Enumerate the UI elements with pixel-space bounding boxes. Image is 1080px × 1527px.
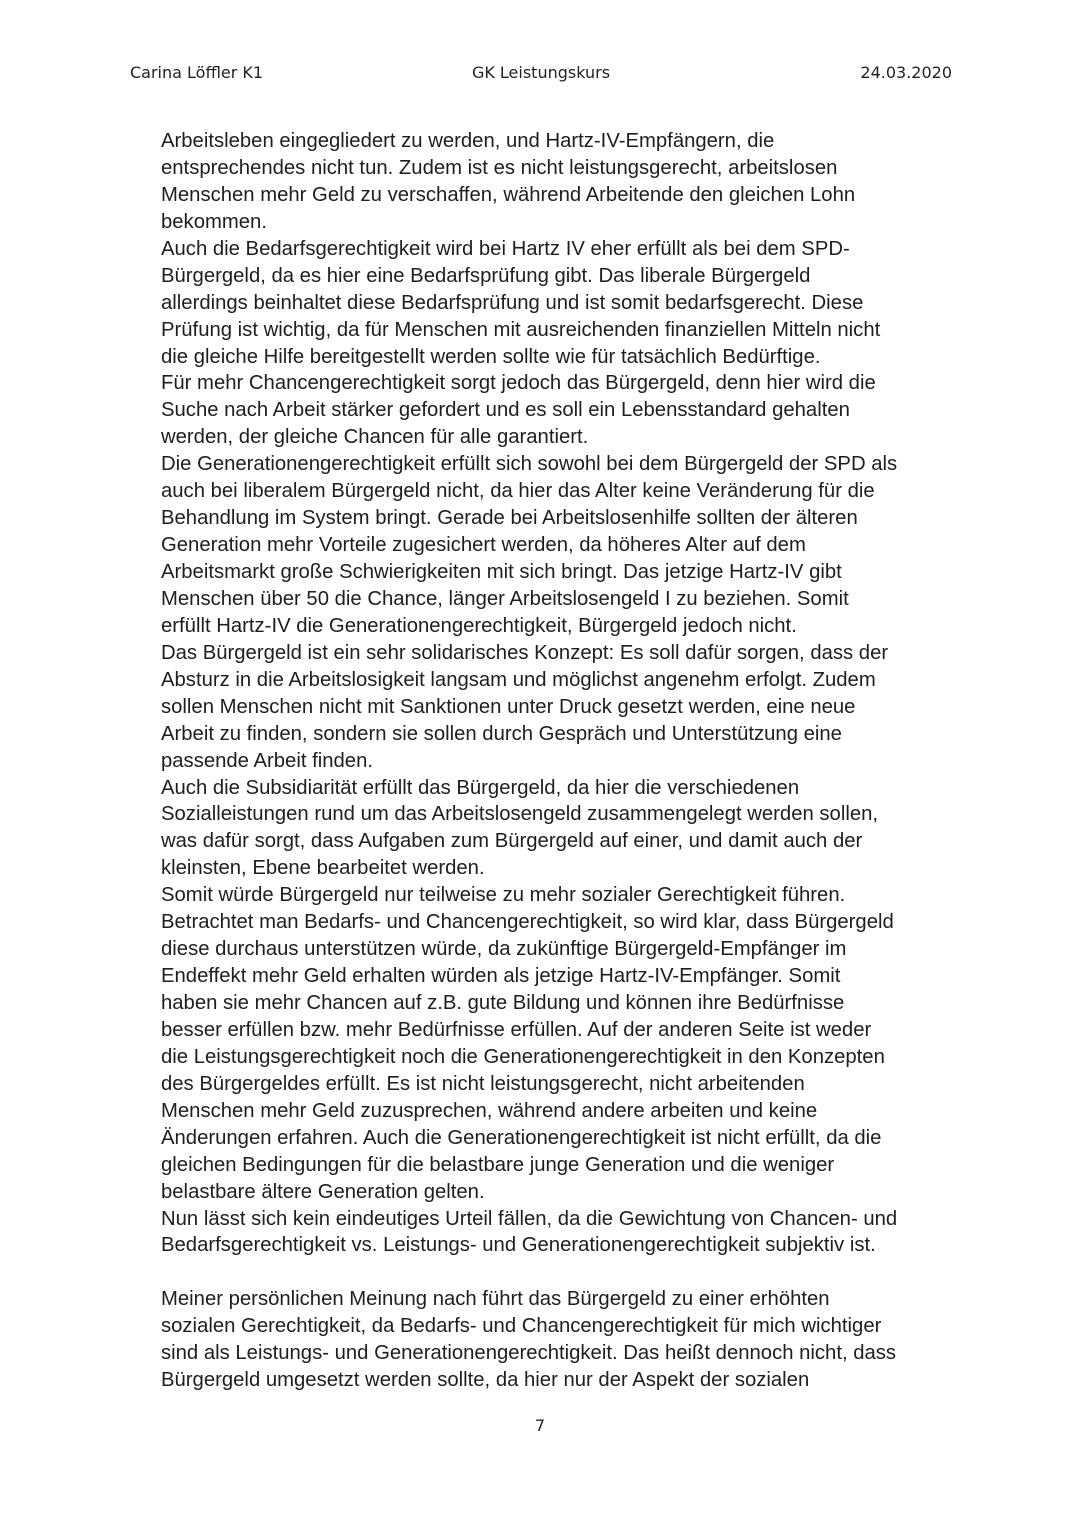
text-line: Das Bürgergeld ist ein sehr solidarisches Konzept: Es soll dafür sorgen, dass der	[161, 641, 889, 664]
text-line: Für mehr Chancengerechtigkeit sorgt jedoch das Bürgergeld, denn hier wird die	[161, 372, 876, 395]
text-line: Arbeitsmarkt große Schwierigkeiten mit sich bringt. Das jetzige Hartz-IV gibt	[161, 561, 842, 583]
text-line: Auch die Bedarfsgerechtigkeit wird bei Hartz IV eher erfüllt als bei dem SPD-	[161, 237, 850, 260]
text-line: entsprechendes nicht tun. Zudem ist es nicht leistungsgerecht, arbeitslosen	[161, 156, 838, 179]
text-line: werden, der gleiche Chancen für alle garantiert.	[161, 426, 589, 449]
text-line: Sozialleistungen rund um das Arbeitslosengeld zusammengelegt werden sollen,	[161, 803, 879, 826]
text-line: Generation mehr Vorteile zugesichert werden, da höheres Alter auf dem	[161, 534, 806, 557]
text-line: diese durchaus unterstützen würde, da zukünftige Bürgergeld-Empfänger im	[161, 938, 847, 961]
text-line: Behandlung im System bringt. Gerade bei Arbeitslosenhilfe sollten der älteren	[161, 507, 858, 530]
text-line	[161, 1259, 961, 1286]
text-line: belastbare ältere Generation gelten.	[161, 1180, 485, 1203]
text-line: haben sie mehr Chancen auf z.B. gute Bildung und können ihre Bedürfnisse	[161, 992, 845, 1014]
text-line: Menschen über 50 die Chance, länger Arbeitslosengeld I zu beziehen. Somit	[161, 587, 849, 610]
text-line: Nun lässt sich kein eindeutiges Urteil fällen, da die Gewichtung von Chancen- und	[161, 1207, 898, 1230]
text-line: die Leistungsgerechtigkeit noch die Generationengerechtigkeit in den Konzepten	[161, 1045, 885, 1068]
text-line: allerdings beinhaltet diese Bedarfsprüfung und ist somit bedarfsgerecht. Diese	[161, 291, 864, 314]
text-line: Somit würde Bürgergeld nur teilweise zu mehr sozialer Gerechtigkeit führen.	[161, 884, 846, 907]
text-line: Bürgergeld, da es hier eine Bedarfsprüfung gibt. Das liberale Bürgergeld	[161, 264, 811, 287]
text-line: Arbeit zu finden, sondern sie sollen durch Gespräch und Unterstützung eine	[161, 722, 842, 745]
text-line: was dafür sorgt, dass Aufgaben zum Bürgergeld auf einer, und damit auch der	[161, 830, 863, 853]
text-line: bekommen.	[161, 210, 267, 233]
text-line: die gleiche Hilfe bereitgestellt werden sollte wie für tatsächlich Bedürftige.	[161, 345, 821, 368]
text-line: passende Arbeit finden.	[161, 749, 373, 772]
text-line: Suche nach Arbeit stärker gefordert und es soll ein Lebensstandard gehalten	[161, 399, 850, 422]
text-line: Meiner persönlichen Meinung nach führt das Bürgergeld zu einer erhöhten	[161, 1288, 830, 1311]
text-line: Arbeitsleben eingegliedert zu werden, und Hartz-IV-Empfängern, die	[161, 130, 775, 152]
text-line: Endeffekt mehr Geld erhalten würden als jetzige Hartz-IV-Empfänger. Somit	[161, 965, 841, 988]
text-line: sollen Menschen nicht mit Sanktionen unter Druck gesetzt werden, eine neue	[161, 695, 856, 718]
header-date: 24.03.2020	[860, 63, 952, 82]
header-author: Carina Löffler K1	[130, 63, 264, 82]
text-line: kleinsten, Ebene bearbeitet werden.	[161, 857, 485, 880]
text-line: Änderungen erfahren. Auch die Generationengerechtigkeit ist nicht erfüllt, da die	[161, 1126, 882, 1149]
text-line: des Bürgergeldes erfüllt. Es ist nicht leistungsgerecht, nicht arbeitenden	[161, 1072, 805, 1095]
text-line: Die Generationengerechtigkeit erfüllt sich sowohl bei dem Bürgergeld der SPD als	[161, 453, 898, 476]
text-line: Menschen mehr Geld zuzusprechen, während andere arbeiten und keine	[161, 1099, 818, 1122]
text-line: Menschen mehr Geld zu verschaffen, während Arbeitende den gleichen Lohn	[161, 183, 856, 206]
text-line: Absturz in die Arbeitslosigkeit langsam und möglichst angenehm erfolgt. Zudem	[161, 668, 876, 691]
text-line: besser erfüllen bzw. mehr Bedürfnisse erfüllen. Auf der anderen Seite ist weder	[161, 1018, 872, 1041]
page-number: 7	[534, 1416, 546, 1435]
header-course: GK Leistungskurs	[471, 63, 611, 82]
text-line: Bürgergeld umgesetzt werden sollte, da hier nur der Aspekt der sozialen	[161, 1369, 810, 1392]
text-line: sozialen Gerechtigkeit, da Bedarfs- und Chancengerechtigkeit für mich wichtiger	[161, 1315, 882, 1338]
text-line: gleichen Bedingungen für die belastbare junge Generation und die weniger	[161, 1153, 835, 1176]
text-line: Bedarfsgerechtigkeit vs. Leistungs- und Generationengerechtigkeit subjektiv ist.	[161, 1234, 876, 1257]
text-line: Betrachtet man Bedarfs- und Chancengerechtigkeit, so wird klar, dass Bürgergeld	[161, 911, 894, 934]
text-line: Auch die Subsidiarität erfüllt das Bürgergeld, da hier die verschiedenen	[161, 776, 800, 799]
text-line: auch bei liberalem Bürgergeld nicht, da hier das Alter keine Veränderung für die	[161, 480, 875, 503]
text-line: Prüfung ist wichtig, da für Menschen mit ausreichenden finanziellen Mitteln nicht	[161, 318, 881, 341]
page-header	[130, 63, 952, 87]
text-line: sind als Leistungs- und Generationengerechtigkeit. Das heißt dennoch nicht, dass	[161, 1342, 897, 1365]
text-line: erfüllt Hartz-IV die Generationengerechtigkeit, Bürgergeld jedoch nicht.	[161, 614, 797, 637]
body-text	[161, 128, 961, 1394]
